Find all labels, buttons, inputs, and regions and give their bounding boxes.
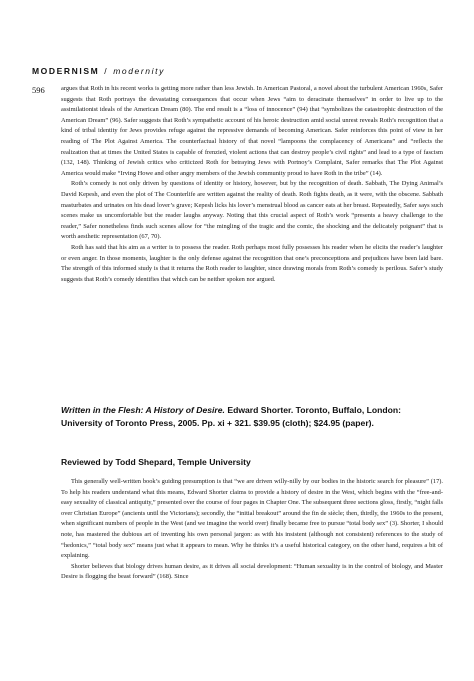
running-head-journal: modernity — [113, 66, 165, 76]
reviewer-byline: Reviewed by Todd Shepard, Temple University — [61, 457, 251, 467]
paragraph: Roth’s comedy is not only driven by questions of identity or history, however, but by the recognition of death. Sabbath, The Dying Animal’s David Kepesh, and even the plot of The Counterlife are written against the reality of death. Roth fights death, as it were, with the obscene. Sabbath masturbates and urinates on his dead lover’s grave; Kepesh licks his lover’s menstrual blood as cancer eats at her breast. Repeatedly, Safer says such scenes make us uncomfortable but the reader laughs anyway. Noting that this crucial aspect of Roth’s work “presents a heavy challenge to the reader,” Safer nonetheless finds such scenes allow for “the mingling of the tragic and the comic, the shocking and the delicately poignant” that is worth aesthetic representation (67, 70). — [61, 180, 443, 241]
running-head-section: MODERNISM — [32, 66, 100, 76]
page-number: 596 — [32, 85, 45, 95]
review-book-heading — [61, 404, 443, 431]
running-head — [32, 66, 165, 76]
review-continuation-body — [61, 84, 443, 285]
running-head-separator: / — [104, 66, 109, 76]
paragraph: Shorter believes that biology drives human desire, as it drives all social development: “Human sexuality is in the control of biology, and Master Desire is flogging the beast forward” (168). Since — [61, 562, 443, 581]
review-body — [61, 477, 443, 583]
paragraph: Roth has said that his aim as a writer is to possess the reader. Roth perhaps most fully possesses his reader when he elicits the reader’s laughter or even anger. In those moments, laughter is the only defense against the recognition that one’s preconceptions and prejudices have been laid bare. The strength of this informed study is that it returns the Roth reader to laughter, since drawing morals from Roth’s comedy is perilous. Safer’s study suggests that Roth’s comedy identifies that which can be neither spoken nor argued. — [61, 243, 443, 283]
review-book-title: Written in the Flesh: A History of Desire. — [61, 405, 225, 415]
paragraph: argues that Roth in his recent works is getting more rather than less Jewish. In American Pastoral, a novel about the turbulent American 1960s, Safer suggests that Roth portrays the devastating consequences that occur when Jews “aim to deracinate themselves” in order to live up to the assimilationist ideals of the American Dream (80). The end result is a “loss of innocence” (94) that “symbolizes the catastrophic destruction of the American Dream” (96). Safer suggests that Roth’s sympathetic account of his heroic destruction amid social unrest reveals Roth’s recognition that a kind of tribal identity for Jews provides refuge against the repressive demands of becoming American. Safer reinforces this point of view in her reading of The Plot Against America. The counterfactual history of that novel “lampoons the complacency of Americans” and “reflects the realization that at times the United States is capable of frenzied, violent actions that can destroy people’s civil rights” and lead to a type of fascism (132, 148). Thinking of Jewish critics who criticized Roth for betraying Jews with Portnoy’s Complaint, Safer remarks that The Plot Against America would make “Irving Howe and other angry members of the Jewish community proud to have Roth in the tribe” (14). — [61, 85, 443, 177]
review-book-citation: Edward Shorter. Toronto, Buffalo, London: University of Toronto Press, 2005. Pp. xi + 321. $39.95 (cloth); $24.95 (paper). — [61, 405, 401, 429]
paragraph: This generally well-written book’s guiding presumption is that “we are driven willy-nilly by our bodies in the historic search for pleasure” (17). To help his readers understand what this means, Edward Shorter claims to provide a history of desire in the West, which begins with the “free-and-easy sexuality of classical antiquity,” presented over the course of four pages in Chapter One. The subsequent three sections gloss, firstly, “night falls over Christian Europe” (ancients until the Victorians); secondly, the “initial breakout” around the fin de siècle; then, thirdly, the 1960s to the present, when significant numbers of people in the West (and we imagine the world over) finally became free to pursue “total body sex” (3). Shorter, I should note, has mastered the dubious art of inventing his own personal jargon: as with his insistent (although not consistent) references to the study of “hedonics,” “total body sex” means just what it appears to mean. Why he thinks it’s a useful historical category, on the other hand, requires a bit of explaining. — [61, 478, 443, 560]
